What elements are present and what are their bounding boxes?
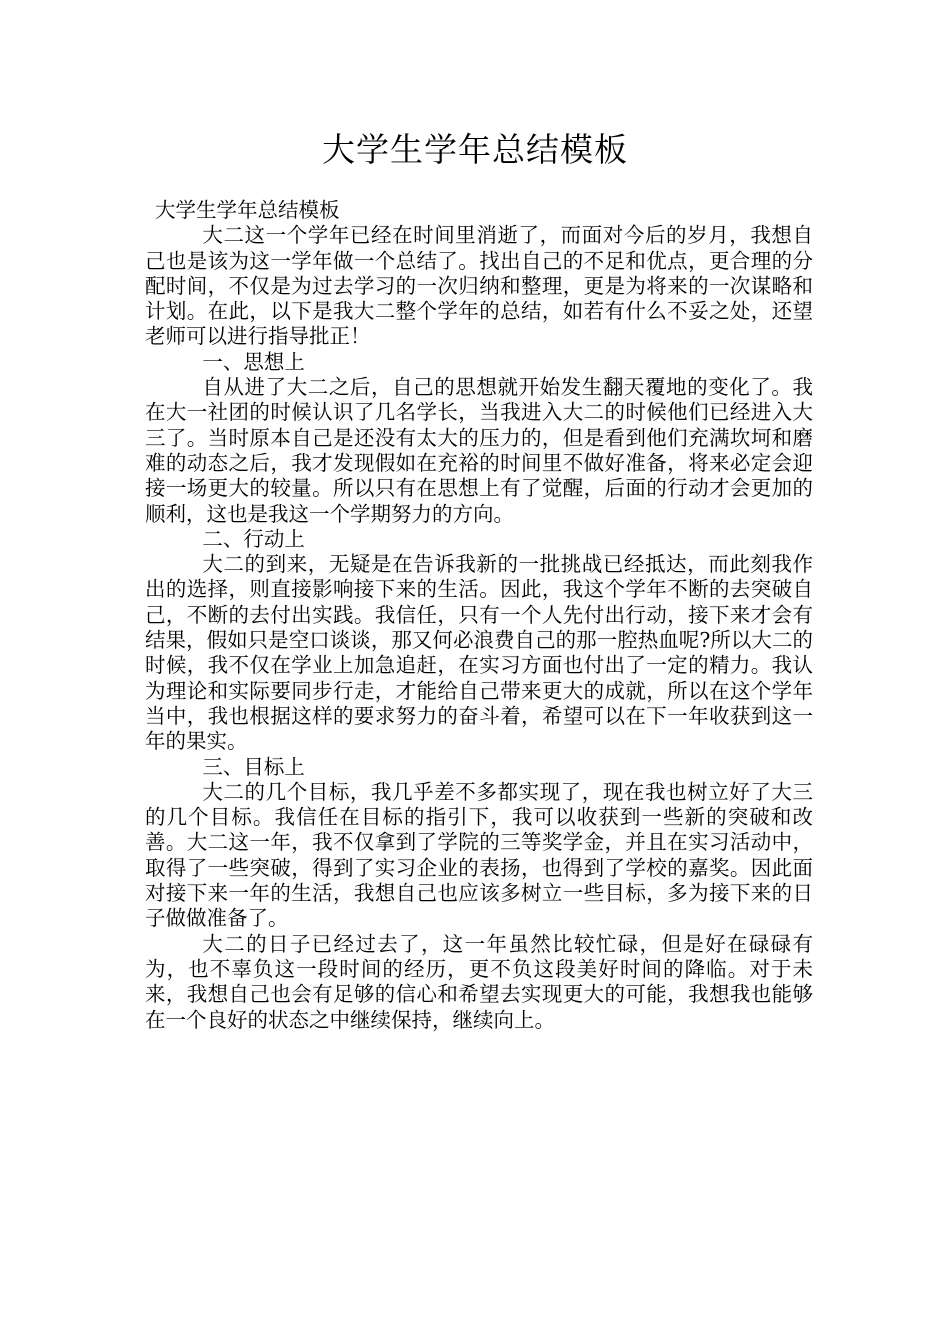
paragraph-action: 大二的到来，无疑是在告诉我新的一批挑战已经抵达，而此刻我作出的选择，则直接影响接下来的生活。因此，我这个学年不断的去突破自己，不断的去付出实践。我信任，只有一个人先付出行动，接下来才会有结果，假如只是空口谈谈，那又何必浪费自己的那一腔热血呢?所以大二的时候，我不仅在学业上加急追赶，在实习方面也付出了一定的精力。我认为理论和实际要同步行走，才能给自己带来更大的成就，所以在这个学年当中，我也根据这样的要求努力的奋斗着，希望可以在下一年收获到这一年的果实。 — [145, 552, 813, 754]
section-heading-action: 二、行动上 — [202, 526, 305, 551]
paragraph-conclusion: 大二的日子已经过去了，这一年虽然比较忙碌，但是好在碌碌有为，也不辜负这一段时间的经历，更不负这段美好时间的降临。对于未来，我想自己也会有足够的信心和希望去实现更大的可能，我想我也能够在一个良好的状态之中继续保持，继续向上。 — [145, 931, 813, 1032]
section-heading-goal: 三、目标上 — [202, 754, 305, 779]
document-title: 大学生学年总结模板 — [322, 130, 628, 169]
intro-paragraph: 大二这一个学年已经在时间里消逝了，而面对今后的岁月，我想自己也是该为这一学年做一个总结了。找出自己的不足和优点，更合理的分配时间，不仅是为过去学习的一次归纳和整理，更是为将来的一次谋略和计划。在此，以下是我大二整个学年的总结，如若有什么不妥之处，还望老师可以进行指导批正！ — [145, 223, 813, 349]
paragraph-thought: 自从进了大二之后，自己的思想就开始发生翻天覆地的变化了。我在大一社团的时候认识了几名学长，当我进入大二的时候他们已经进入大三了。当时原本自己是还没有太大的压力的，但是看到他们充满坎坷和磨难的动态之后，我才发现假如在充裕的时间里不做好准备，将来必定会迎接一场更大的较量。所以只有在思想上有了觉醒，后面的行动才会更加的顺利，这也是我这一个学期努力的方向。 — [145, 375, 813, 526]
document-subtitle: 大学生学年总结模板 — [155, 198, 340, 222]
document-body — [145, 198, 813, 1033]
section-heading-thought: 一、思想上 — [202, 349, 305, 374]
paragraph-goal: 大二的几个目标，我几乎差不多都实现了，现在我也树立好了大三的几个目标。我信任在目标的指引下，我可以收获到一些新的突破和改善。大二这一年，我不仅拿到了学院的三等奖学金，并且在实习活动中，取得了一些突破，得到了实习企业的表扬，也得到了学校的嘉奖。因此面对接下来一年的生活，我想自己也应该多树立一些目标，多为接下来的日子做做准备了。 — [145, 779, 813, 931]
